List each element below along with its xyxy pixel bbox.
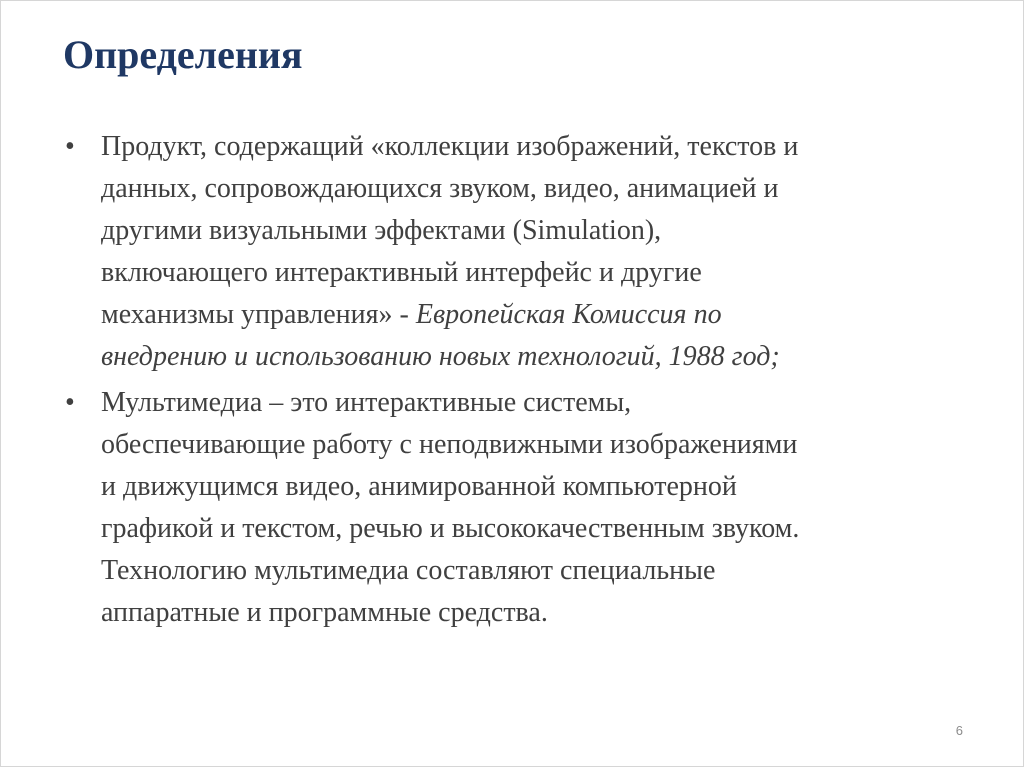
bullet-2-line-1: Мультимедиа – это интерактивные системы, [101,387,632,418]
bullet-1-line-1: Продукт, содержащий «коллекции изображений, текстов и [101,131,799,162]
slide-title: Определения [63,32,303,77]
bullet-1-line-6-citation: внедрению и использованию новых технологий, 1988 год; [101,341,780,372]
page-number: 6 [955,723,963,738]
bullet-item-2 [65,382,965,634]
bullet-item-1 [65,126,965,378]
bullet-2-line-2: обеспечивающие работу с неподвижными изображениями [101,429,798,460]
bullet-1-line-5 [101,294,965,336]
bullet-1-line-5-citation: Европейская Комиссия по [415,299,722,330]
bullet-2-line-4: графикой и текстом, речью и высококачественным звуком. [101,513,800,544]
bullet-1-line-4: включающего интерактивный интерфейс и другие [101,257,702,288]
bullet-2-line-6: аппаратные и программные средства. [101,597,548,628]
bullet-1-line-3: другими визуальными эффектами (Simulation), [101,215,662,246]
bullet-2-line-5: Технологию мультимедиа составляют специальные [101,555,716,586]
bullet-2-line-3: и движущимся видео, анимированной компьютерной [101,471,737,502]
bullet-icon: • [65,387,75,418]
bullet-1-line-2: данных, сопровождающихся звуком, видео, анимацией и [101,173,779,204]
definitions-list [65,126,965,638]
bullet-1-line-5-normal: механизмы управления» - [101,299,416,330]
bullet-icon: • [65,131,75,162]
